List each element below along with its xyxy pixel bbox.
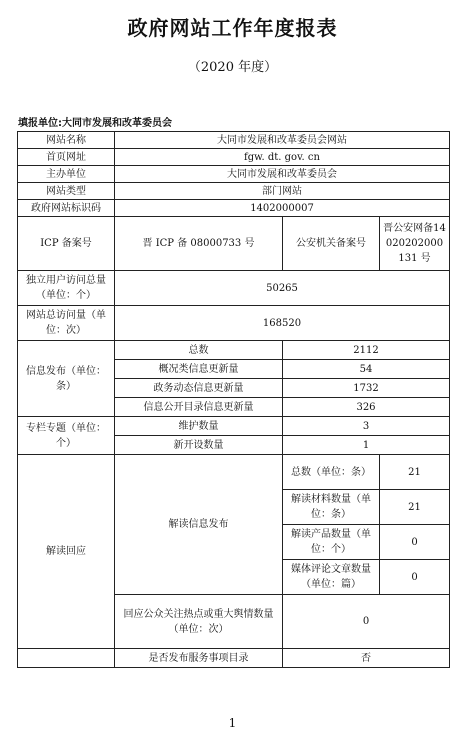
page-number: 1 bbox=[228, 716, 237, 730]
report-year: （2020 年度） bbox=[187, 60, 278, 75]
police-record-label: 公安机关备案号 bbox=[283, 217, 380, 271]
interpretation-publish-label: 解读信息发布 bbox=[115, 455, 283, 595]
site-type-value: 部门网站 bbox=[115, 183, 450, 200]
info-overview-value: 54 bbox=[283, 360, 450, 379]
info-news-label: 政务动态信息更新量 bbox=[115, 379, 283, 398]
info-total-label: 总数 bbox=[115, 341, 283, 360]
row-label-unique-visitors: 独立用户访问总量（单位：个） bbox=[18, 271, 115, 306]
table-row bbox=[18, 271, 450, 306]
table-row bbox=[18, 166, 450, 183]
interp-product-label: 解读产品数量（单位：个） bbox=[283, 525, 380, 560]
table-row bbox=[18, 200, 450, 217]
interp-material-label: 解读材料数量（单位：条） bbox=[283, 490, 380, 525]
row-label-total-visits: 网站总访问量（单位：次） bbox=[18, 306, 115, 341]
interpretation-label: 解读回应 bbox=[18, 455, 115, 649]
unique-visitors-value: 50265 bbox=[115, 271, 450, 306]
table-row bbox=[18, 341, 450, 360]
filing-unit: 填报单位:大同市发展和改革委员会 bbox=[18, 118, 172, 129]
table-row bbox=[18, 306, 450, 341]
info-publish-label: 信息发布（单位：条） bbox=[18, 341, 115, 417]
columns-label: 专栏专题（单位：个） bbox=[18, 417, 115, 455]
table-row bbox=[18, 217, 450, 271]
table-row bbox=[18, 183, 450, 200]
service-list-value: 否 bbox=[283, 649, 450, 668]
interp-total-label: 总数（单位：条） bbox=[283, 455, 380, 490]
page-title: 政府网站工作年度报表 bbox=[127, 16, 338, 40]
total-visits-value: 168520 bbox=[115, 306, 450, 341]
columns-new-value: 1 bbox=[283, 436, 450, 455]
row-label-site-code: 政府网站标识码 bbox=[18, 200, 115, 217]
interp-response-label: 回应公众关注热点或重大舆情数量（单位：次） bbox=[115, 595, 283, 649]
service-list-label: 是否发布服务事项目录 bbox=[115, 649, 283, 668]
table-row bbox=[18, 132, 450, 149]
interp-total-value: 21 bbox=[380, 455, 450, 490]
columns-maintained-value: 3 bbox=[283, 417, 450, 436]
table-row bbox=[18, 649, 450, 668]
table-row bbox=[18, 417, 450, 436]
report-table bbox=[17, 131, 450, 668]
interp-media-label: 媒体评论文章数量（单位：篇） bbox=[283, 560, 380, 595]
columns-new-label: 新开设数量 bbox=[115, 436, 283, 455]
info-catalog-label: 信息公开目录信息更新量 bbox=[115, 398, 283, 417]
row-label-site-type: 网站类型 bbox=[18, 183, 115, 200]
interp-product-value: 0 bbox=[380, 525, 450, 560]
sponsor-value: 大同市发展和改革委员会 bbox=[115, 166, 450, 183]
table-row bbox=[18, 455, 450, 490]
row-label-icp: ICP 备案号 bbox=[18, 217, 115, 271]
row-label-sponsor: 主办单位 bbox=[18, 166, 115, 183]
row-label-homepage: 首页网址 bbox=[18, 149, 115, 166]
row-label-site-name: 网站名称 bbox=[18, 132, 115, 149]
interp-media-value: 0 bbox=[380, 560, 450, 595]
table-row bbox=[18, 149, 450, 166]
site-name-value: 大同市发展和改革委员会网站 bbox=[115, 132, 450, 149]
homepage-value: fgw. dt. gov. cn bbox=[115, 149, 450, 166]
info-overview-label: 概况类信息更新量 bbox=[115, 360, 283, 379]
icp-value: 晋 ICP 备 08000733 号 bbox=[115, 217, 283, 271]
police-record-value: 晋公安网备14020202000131 号 bbox=[380, 217, 450, 271]
info-total-value: 2112 bbox=[283, 341, 450, 360]
interp-material-value: 21 bbox=[380, 490, 450, 525]
site-code-value: 1402000007 bbox=[115, 200, 450, 217]
info-news-value: 1732 bbox=[283, 379, 450, 398]
info-catalog-value: 326 bbox=[283, 398, 450, 417]
interp-response-value: 0 bbox=[283, 595, 450, 649]
service-list-spacer bbox=[18, 649, 115, 668]
columns-maintained-label: 维护数量 bbox=[115, 417, 283, 436]
